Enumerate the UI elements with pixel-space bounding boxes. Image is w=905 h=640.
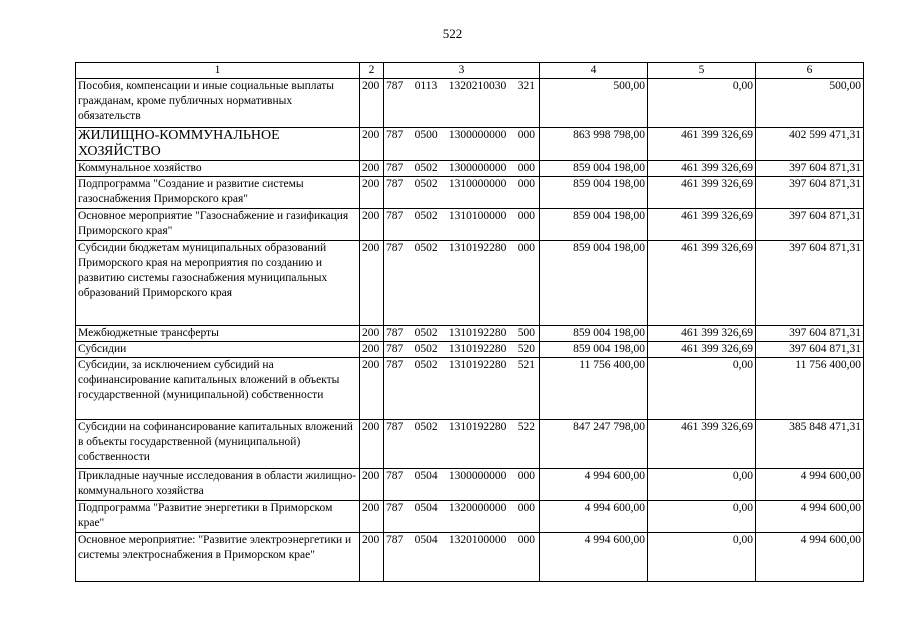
- table-row: [76, 128, 864, 161]
- code-part-csr: 1300000000: [448, 162, 507, 174]
- code-part-csr: 1320100000: [448, 534, 507, 546]
- amount-col4-cell: 863 998 798,00: [540, 128, 648, 161]
- amount-col6-cell: 397 604 871,31: [756, 177, 864, 209]
- amount-col5-cell: 0,00: [648, 358, 756, 420]
- code-part-rz: 0502: [414, 178, 438, 190]
- classification-code: [386, 79, 537, 94]
- code-part-vr: 000: [517, 242, 535, 254]
- classification-code-cell: [384, 420, 540, 469]
- classification-code: [386, 161, 537, 176]
- classification-code: [386, 342, 537, 357]
- row-name-cell: Пособия, компенсации и иные социальные выплаты гражданам, кроме публичных нормативных обязательств: [76, 79, 360, 128]
- row-name-cell: Субсидии бюджетам муниципальных образований Приморского края на мероприятия по созданию и развитию системы газоснабжения муниципальных образований Приморского края: [76, 241, 360, 326]
- amount-col4-cell: 4 994 600,00: [540, 501, 648, 533]
- code-part-gr: 787: [386, 359, 404, 371]
- amount-col5-cell: 461 399 326,69: [648, 326, 756, 342]
- code-part-gr: 787: [386, 80, 404, 92]
- table-row: [76, 420, 864, 469]
- amount-col4-cell: 859 004 198,00: [540, 342, 648, 358]
- row-name-cell: Подпрограмма "Создание и развитие системы газоснабжения Приморского края": [76, 177, 360, 209]
- code-part-csr: 1310192280: [448, 359, 507, 371]
- code-part-gr: 787: [386, 178, 404, 190]
- classification-code-cell: [384, 326, 540, 342]
- code-part-csr: 1310000000: [448, 178, 507, 190]
- table-row: [76, 161, 864, 177]
- amount-col4-cell: 859 004 198,00: [540, 241, 648, 326]
- admin-code-cell: 200: [360, 358, 384, 420]
- column-header: 1: [76, 63, 360, 79]
- row-name-cell: Субсидии: [76, 342, 360, 358]
- row-name-cell: Субсидии, за исключением субсидий на софинансирование капитальных вложений в объекты государственной (муниципальной) собственности: [76, 358, 360, 420]
- code-part-gr: 787: [386, 327, 404, 339]
- table-row: [76, 209, 864, 241]
- code-part-vr: 321: [517, 80, 535, 92]
- column-header: 3: [384, 63, 540, 79]
- classification-code: [386, 241, 537, 256]
- column-header: 5: [648, 63, 756, 79]
- amount-col4-cell: 4 994 600,00: [540, 533, 648, 582]
- code-part-csr: 1310192280: [448, 421, 507, 433]
- amount-col4-cell: 500,00: [540, 79, 648, 128]
- classification-code: [386, 469, 537, 484]
- code-part-csr: 1310192280: [448, 327, 507, 339]
- amount-col5-cell: 0,00: [648, 501, 756, 533]
- classification-code: [386, 128, 537, 143]
- table-row: [76, 177, 864, 209]
- column-header: 6: [756, 63, 864, 79]
- code-part-vr: 000: [517, 162, 535, 174]
- code-part-vr: 000: [517, 534, 535, 546]
- code-part-csr: 1300000000: [448, 470, 507, 482]
- classification-code-cell: [384, 209, 540, 241]
- amount-col6-cell: 397 604 871,31: [756, 209, 864, 241]
- amount-col6-cell: 402 599 471,31: [756, 128, 864, 161]
- classification-code-cell: [384, 501, 540, 533]
- amount-col5-cell: 461 399 326,69: [648, 161, 756, 177]
- admin-code-cell: 200: [360, 342, 384, 358]
- amount-col6-cell: 385 848 471,31: [756, 420, 864, 469]
- classification-code: [386, 420, 537, 435]
- admin-code-cell: 200: [360, 241, 384, 326]
- row-name-cell: Основное мероприятие "Газоснабжение и газификация Приморского края": [76, 209, 360, 241]
- code-part-rz: 0504: [414, 502, 438, 514]
- admin-code-cell: 200: [360, 177, 384, 209]
- code-part-vr: 500: [517, 327, 535, 339]
- code-part-vr: 000: [517, 470, 535, 482]
- amount-col4-cell: 4 994 600,00: [540, 469, 648, 501]
- code-part-vr: 000: [517, 129, 535, 141]
- code-part-rz: 0502: [414, 162, 438, 174]
- code-part-rz: 0502: [414, 210, 438, 222]
- classification-code: [386, 358, 537, 373]
- page-number: 522: [442, 26, 463, 41]
- table-row: [76, 469, 864, 501]
- amount-col6-cell: 397 604 871,31: [756, 326, 864, 342]
- classification-code-cell: [384, 469, 540, 501]
- amount-col4-cell: 859 004 198,00: [540, 161, 648, 177]
- code-part-csr: 1320000000: [448, 502, 507, 514]
- classification-code: [386, 501, 537, 516]
- classification-code: [386, 177, 537, 192]
- admin-code-cell: 200: [360, 420, 384, 469]
- amount-col5-cell: 461 399 326,69: [648, 342, 756, 358]
- admin-code-cell: 200: [360, 161, 384, 177]
- column-header: 2: [360, 63, 384, 79]
- classification-code-cell: [384, 241, 540, 326]
- classification-code-cell: [384, 161, 540, 177]
- classification-code-cell: [384, 342, 540, 358]
- amount-col5-cell: 0,00: [648, 533, 756, 582]
- amount-col5-cell: 0,00: [648, 79, 756, 128]
- amount-col4-cell: 859 004 198,00: [540, 177, 648, 209]
- row-name-cell: Субсидии на софинансирование капитальных вложений в объекты государственной (муниципальной) собственности: [76, 420, 360, 469]
- table-row: [76, 326, 864, 342]
- amount-col6-cell: 4 994 600,00: [756, 533, 864, 582]
- code-part-gr: 787: [386, 129, 404, 141]
- amount-col4-cell: 859 004 198,00: [540, 209, 648, 241]
- table-row: [76, 241, 864, 326]
- amount-col6-cell: 4 994 600,00: [756, 469, 864, 501]
- classification-code-cell: [384, 358, 540, 420]
- amount-col5-cell: 461 399 326,69: [648, 128, 756, 161]
- table-row: [76, 79, 864, 128]
- code-part-gr: 787: [386, 343, 404, 355]
- amount-col5-cell: 461 399 326,69: [648, 420, 756, 469]
- row-name-cell: Подпрограмма "Развитие энергетики в Приморском крае": [76, 501, 360, 533]
- code-part-vr: 521: [517, 359, 535, 371]
- amount-col4-cell: 11 756 400,00: [540, 358, 648, 420]
- amount-col6-cell: 4 994 600,00: [756, 501, 864, 533]
- budget-table: [75, 62, 864, 582]
- amount-col6-cell: 500,00: [756, 79, 864, 128]
- code-part-rz: 0502: [414, 327, 438, 339]
- code-part-rz: 0500: [414, 129, 438, 141]
- table-header-row: [76, 63, 864, 79]
- amount-col4-cell: 847 247 798,00: [540, 420, 648, 469]
- code-part-vr: 000: [517, 502, 535, 514]
- row-name-cell: Межбюджетные трансферты: [76, 326, 360, 342]
- code-part-rz: 0502: [414, 421, 438, 433]
- table-row: [76, 533, 864, 582]
- classification-code: [386, 326, 537, 341]
- code-part-vr: 522: [517, 421, 535, 433]
- amount-col5-cell: 461 399 326,69: [648, 177, 756, 209]
- classification-code-cell: [384, 177, 540, 209]
- table-row: [76, 358, 864, 420]
- code-part-rz: 0113: [414, 80, 438, 92]
- amount-col4-cell: 859 004 198,00: [540, 326, 648, 342]
- table-row: [76, 501, 864, 533]
- code-part-gr: 787: [386, 502, 404, 514]
- code-part-csr: 1310100000: [448, 210, 507, 222]
- classification-code-cell: [384, 79, 540, 128]
- amount-col6-cell: 397 604 871,31: [756, 342, 864, 358]
- amount-col6-cell: 397 604 871,31: [756, 241, 864, 326]
- code-part-rz: 0502: [414, 242, 438, 254]
- amount-col5-cell: 0,00: [648, 469, 756, 501]
- code-part-csr: 1310192280: [448, 343, 507, 355]
- admin-code-cell: 200: [360, 501, 384, 533]
- table-row: [76, 342, 864, 358]
- admin-code-cell: 200: [360, 533, 384, 582]
- column-header: 4: [540, 63, 648, 79]
- code-part-vr: 000: [517, 178, 535, 190]
- code-part-vr: 520: [517, 343, 535, 355]
- code-part-gr: 787: [386, 242, 404, 254]
- code-part-gr: 787: [386, 421, 404, 433]
- row-name-cell: Прикладные научные исследования в области жилищно-коммунального хозяйства: [76, 469, 360, 501]
- code-part-csr: 1320210030: [448, 80, 507, 92]
- classification-code-cell: [384, 128, 540, 161]
- classification-code-cell: [384, 533, 540, 582]
- admin-code-cell: 200: [360, 209, 384, 241]
- row-name-cell: Коммунальное хозяйство: [76, 161, 360, 177]
- amount-col6-cell: 11 756 400,00: [756, 358, 864, 420]
- row-name-cell: Основное мероприятие: "Развитие электроэнергетики и системы электроснабжения в Приморском крае": [76, 533, 360, 582]
- code-part-rz: 0504: [414, 470, 438, 482]
- table-body: [76, 63, 864, 582]
- classification-code: [386, 209, 537, 224]
- admin-code-cell: 200: [360, 79, 384, 128]
- code-part-csr: 1300000000: [448, 129, 507, 141]
- code-part-rz: 0502: [414, 359, 438, 371]
- admin-code-cell: 200: [360, 128, 384, 161]
- code-part-vr: 000: [517, 210, 535, 222]
- amount-col6-cell: 397 604 871,31: [756, 161, 864, 177]
- code-part-gr: 787: [386, 210, 404, 222]
- classification-code: [386, 533, 537, 548]
- code-part-rz: 0504: [414, 534, 438, 546]
- code-part-gr: 787: [386, 534, 404, 546]
- code-part-gr: 787: [386, 162, 404, 174]
- admin-code-cell: 200: [360, 469, 384, 501]
- amount-col5-cell: 461 399 326,69: [648, 209, 756, 241]
- code-part-gr: 787: [386, 470, 404, 482]
- code-part-rz: 0502: [414, 343, 438, 355]
- code-part-csr: 1310192280: [448, 242, 507, 254]
- admin-code-cell: 200: [360, 326, 384, 342]
- amount-col5-cell: 461 399 326,69: [648, 241, 756, 326]
- row-name-cell: ЖИЛИЩНО-КОММУНАЛЬНОЕ ХОЗЯЙСТВО: [76, 128, 360, 161]
